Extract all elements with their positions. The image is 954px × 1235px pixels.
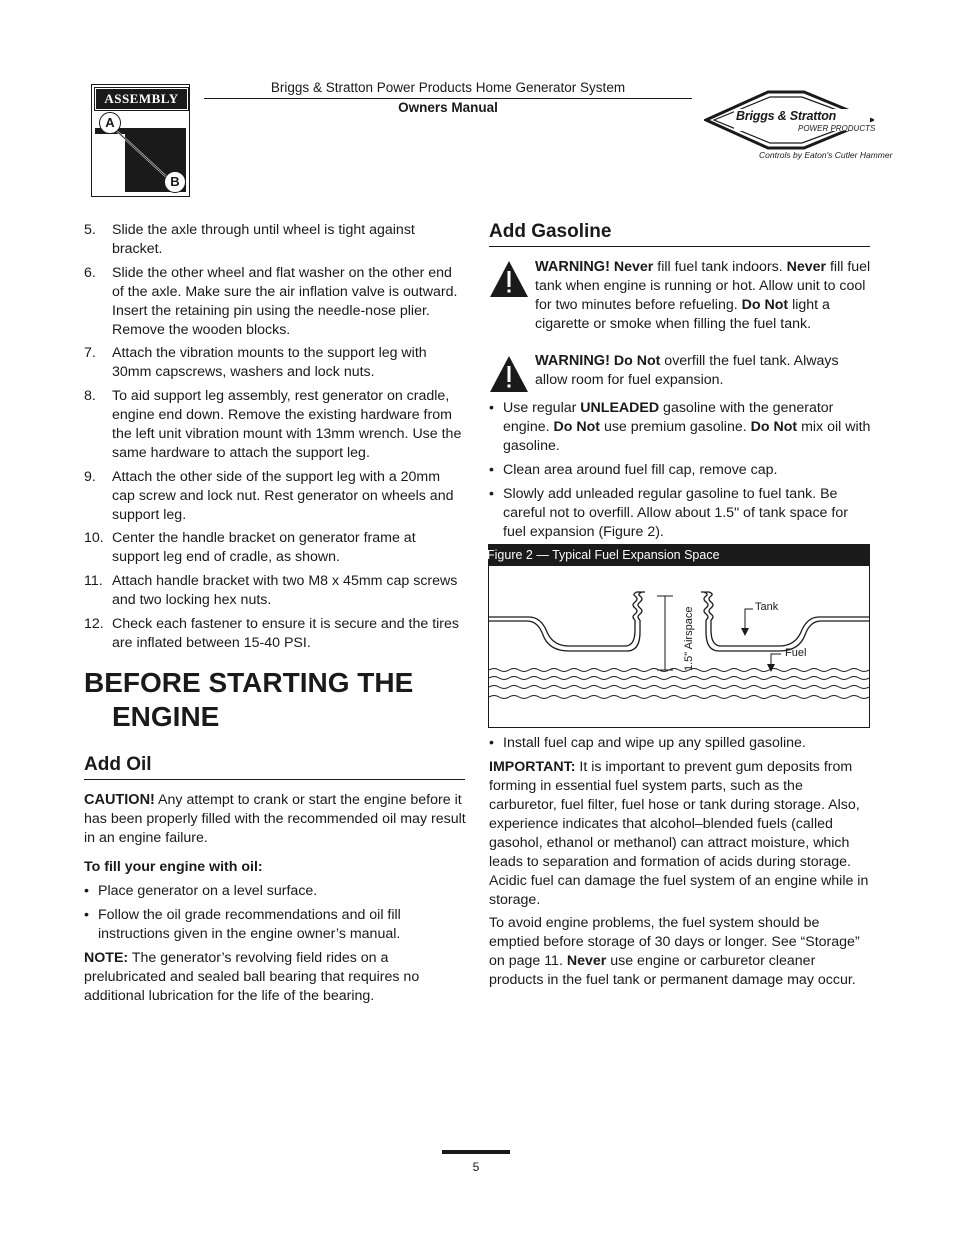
step-8: 8. To aid support leg assembly, rest generator on cradle, engine end down. Remove the existing hardware from the left unit vibration mount with 13mm wrench. Use the same hardware to attach the support leg.: [84, 388, 462, 461]
step-10: 10. Center the handle bracket on generator frame at support leg end of cradle, as shown.: [84, 530, 416, 565]
add-oil-heading: Add Oil: [84, 754, 152, 775]
caution-paragraph: CAUTION! Any attempt to crank or start the engine before it has been properly filled with the recommended oil may result in an engine failure.: [84, 792, 466, 846]
step-6: 6. Slide the other wheel and flat washer on the other end of the axle. Make sure the air inflation valve is outward. Insert the retaining pin using the needle-nose plier. Remove the wooden blocks.: [84, 265, 458, 338]
storage-paragraph: To avoid engine problems, the fuel system should be emptied before storage of 30 days or longer. See “Storage” on page 11. Never use engine or carburetor cleaner products in the fuel tank or permanent damage may occur.: [489, 915, 860, 988]
tank-label: Tank: [755, 601, 779, 613]
header-subtitle: Owners Manual: [398, 100, 498, 115]
step-5: 5. Slide the axle through until wheel is tight against bracket.: [84, 222, 415, 257]
footer-bar: [442, 1150, 510, 1154]
step-7: 7. Attach the vibration mounts to the support leg with 30mm capscrews, washers and lock nuts.: [84, 345, 427, 380]
step-9: 9. Attach the other side of the support leg with a 20mm cap screw and lock nut. Rest generator on wheels and support leg.: [84, 469, 454, 523]
fill-oil-heading: To fill your engine with oil:: [84, 859, 263, 875]
assembly-badge-label: ASSEMBLY: [95, 88, 188, 110]
step-11: 11. Attach handle bracket with two M8 x 45mm cap screws and two locking hex nuts.: [84, 573, 458, 608]
add-gasoline-heading: Add Gasoline: [489, 221, 612, 242]
warning-triangle-icon: [488, 354, 530, 394]
gas-bullet-2: • Clean area around fuel fill cap, remove cap.: [489, 462, 778, 478]
badge-circle-a: A: [99, 112, 121, 134]
assembly-badge: [91, 84, 190, 197]
gas-bullet-3: • Slowly add unleaded regular gasoline to fuel tank. Be careful not to overfill. Allow about 1.5" of tank space for fuel expansion (Figure 2).: [489, 486, 848, 540]
warning-triangle-icon: [488, 259, 530, 299]
add-gasoline-rule: [489, 246, 870, 247]
gas-bullet-4: • Install fuel cap and wipe up any spilled gasoline.: [489, 735, 806, 751]
fuel-tank-illustration: [489, 566, 869, 726]
warning-2: WARNING! Do Not overfill the fuel tank. Always allow room for fuel expansion.: [535, 353, 839, 388]
important-paragraph: IMPORTANT: It is important to prevent gum deposits from forming in essential fuel system parts, such as the carburetor, fuel filter, fuel hose or tank during storage. Also, experience indicates that alcohol–blended fuels (called gasohol, ethanol or methanol) can attract moisture, which leads to separation and formation of acids during storage. Acidic fuel can damage the fuel system of an engine while in storage.: [489, 759, 869, 908]
oil-bullet-1: • Place generator on a level surface.: [84, 883, 318, 899]
gas-bullet-1: • Use regular UNLEADED gasoline with the generator engine. Do Not use premium gasoline. Do Not mix oil with gasoline.: [489, 400, 871, 454]
note-paragraph: NOTE: The generator’s revolving field rides on a prelubricated and sealed ball bearing that requires no additional lubrication for the life of the bearing.: [84, 950, 420, 1004]
badge-circle-b: B: [164, 171, 186, 193]
figure-caption: Figure 2 — Typical Fuel Expansion Space: [489, 545, 869, 566]
fuel-label: Fuel: [785, 647, 807, 659]
section-title: BEFORE STARTING THE ENGINE: [84, 667, 414, 732]
brand-logo: [704, 90, 893, 164]
figure-2: [488, 544, 870, 728]
warning-1: WARNING! Never fill fuel tank indoors. Never fill fuel tank when engine is running or hot. Allow unit to cool for two minutes before refueling. Do Not light a cigarette or smoke when filling the fuel tank.: [535, 259, 871, 332]
oil-bullet-2: • Follow the oil grade recommendations and oil fill instructions given in the engine owner’s manual.: [84, 907, 401, 942]
header-title: Briggs & Stratton Power Products Home Generator System: [270, 80, 626, 95]
page-number: 5: [472, 1160, 480, 1174]
logo-name: Briggs & Stratton: [736, 109, 837, 123]
add-oil-rule: [84, 779, 465, 780]
airspace-label: 1.5" Airspace: [683, 606, 695, 671]
header-rule: [204, 98, 692, 99]
logo-tagline: Controls by Eaton's Cutler Hammer: [759, 150, 893, 160]
step-12: 12. Check each fastener to ensure it is secure and the tires are inflated between 15-40 PSI.: [84, 616, 459, 651]
logo-sub: POWER PRODUCTS: [798, 124, 876, 133]
